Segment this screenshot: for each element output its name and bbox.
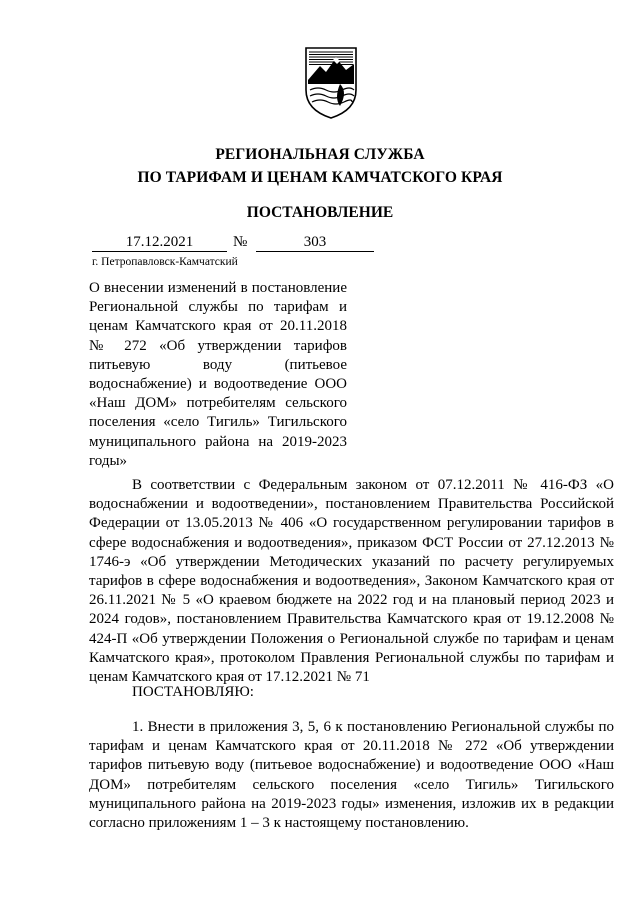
document-date: 17.12.2021 (92, 233, 227, 252)
preamble-paragraph: В соответствии с Федеральным законом от 07.12.2011 № 416-ФЗ «О водоснабжении и водоотведении», постановлением Правительства Российской Федерации от 13.05.2013 № 406 «О государственном регулировании тарифов в сфере водоснабжения и водоотведения», приказом ФСТ России от 27.12.2013 № 1746-э «Об утверждении Методических указаний по расчету регулируемых тарифов в сфере водоснабжения и водоотведения», Законом Камчатского края от 26.11.2021 № 5 «О краевом бюджете на 2022 год и на плановый период 2023 и 2024 годов», постановлением Правительства Камчатского края от 19.12.2008 № 424-П «Об утверждении Положения о Региональной службе по тарифам и ценам Камчатского края», протоколом Правления Региональной службы по тарифам и ценам Камчатского края от 17.12.2021 № 71 (89, 477, 614, 686)
document-number: 303 (256, 233, 374, 252)
city-name: г. Петропавловск-Камчатский (92, 256, 238, 268)
document-subject: О внесении изменений в постановление Региональной службы по тарифам и ценам Камчатского края от 20.11.2018 № 272 «Об утверждении тарифов питьевую воду (питьевое водоснабжение) и водоотведение ООО «Наш ДОМ» потребителям сельского поселения «село Тигиль» Тигильского муниципального района на 2019-2023 годы» (89, 280, 347, 469)
coat-of-arms-icon (300, 40, 362, 120)
decree-word: ПОСТАНОВЛЯЮ: (132, 684, 254, 700)
organization-name-line2: ПО ТАРИФАМ И ЦЕНАМ КАМЧАТСКОГО КРАЯ (137, 169, 503, 186)
item-1-paragraph: 1. Внести в приложения 3, 5, 6 к постановлению Региональной службы по тарифам и ценам Камчатского края от 20.11.2018 № 272 «Об утверждении тарифов питьевую воду (питьевое водоснабжение) и водоотведение ООО «Наш ДОМ» потребителям сельского поселения «село Тигиль» Тигильского муниципального района на 2019-2023 годы» изменения, изложив их в редакции согласно приложениям 1 – 3 к настоящему постановлению. (89, 719, 614, 832)
organization-name-line1: РЕГИОНАЛЬНАЯ СЛУЖБА (215, 146, 425, 163)
number-sign: № (233, 234, 248, 250)
document-type: ПОСТАНОВЛЕНИЕ (246, 204, 394, 221)
